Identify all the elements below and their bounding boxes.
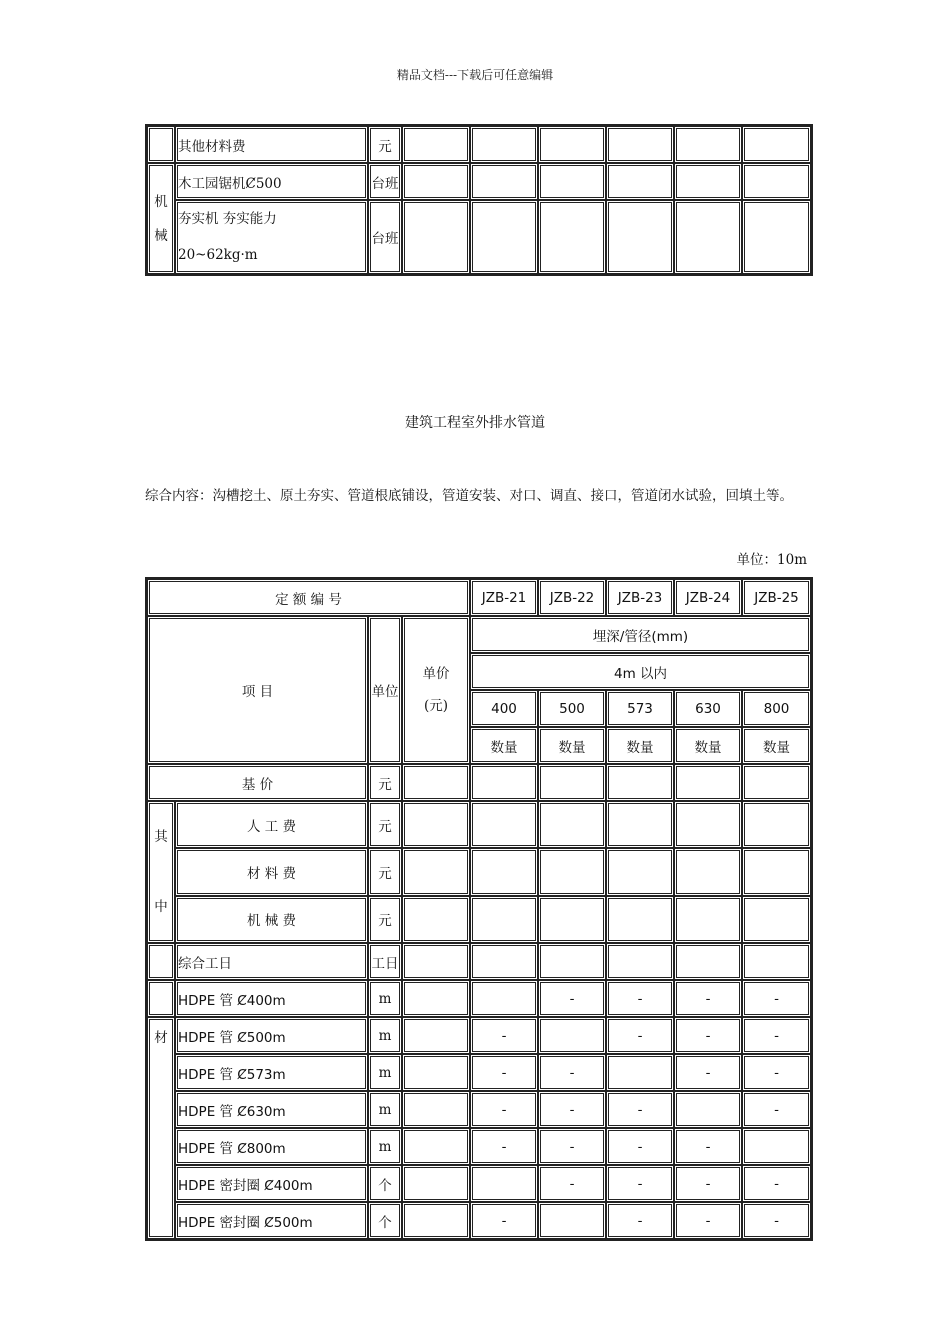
value-cell: [606, 943, 674, 980]
unit-cell: m: [368, 980, 402, 1017]
value-cell: [470, 163, 538, 200]
code-cell: JZB-21: [470, 579, 538, 616]
value-cell: [470, 801, 538, 848]
price-label: 单价: [422, 666, 450, 682]
unit-note: 单位：10m: [736, 552, 807, 568]
item-name: 木工园锯机Ȼ500: [175, 163, 368, 200]
value-cell: [538, 126, 606, 163]
table-row: [147, 163, 811, 200]
value-cell: [402, 943, 470, 980]
value-cell: [606, 764, 674, 801]
quantity-cell: -: [742, 1017, 811, 1054]
material-name: HDPE 管 Ȼ400m: [175, 980, 368, 1017]
value-cell: [402, 896, 470, 943]
group-cell-material: 材: [147, 1017, 175, 1239]
quantity-cell: -: [742, 980, 811, 1017]
price-cell: [402, 1165, 470, 1202]
group-cell-among: [147, 801, 175, 943]
price-cell: [402, 1017, 470, 1054]
table-row: [147, 200, 811, 274]
value-cell: [606, 801, 674, 848]
value-cell: [538, 163, 606, 200]
value-cell: [674, 801, 742, 848]
value-cell: [402, 200, 470, 274]
depth-value: 4m 以内: [470, 653, 811, 690]
material-name: HDPE 管 Ȼ500m: [175, 1017, 368, 1054]
quantity-cell: -: [470, 1054, 538, 1091]
price-unit-label: (元): [423, 698, 449, 714]
unit-cell: 元: [368, 848, 402, 895]
among-item: 人 工 费: [175, 801, 368, 848]
table-row: [147, 848, 811, 895]
quantity-cell: [470, 1165, 538, 1202]
code-cell: JZB-23: [606, 579, 674, 616]
value-cell: [674, 943, 742, 980]
qty-label: 数量: [674, 727, 742, 764]
quantity-cell: [674, 1091, 742, 1128]
unit-cell: 工日: [368, 943, 402, 980]
diameter-cell: 500: [538, 690, 606, 727]
quantity-cell: -: [742, 1091, 811, 1128]
quantity-cell: -: [742, 1165, 811, 1202]
item-line-1: 夯实机 夯实能力: [178, 211, 277, 227]
unit-cell: 个: [368, 1202, 402, 1239]
quantity-cell: [742, 1128, 811, 1165]
quantity-cell: [470, 980, 538, 1017]
value-cell: [470, 896, 538, 943]
section-title: 建筑工程室外排水管道: [405, 415, 545, 431]
table-row: [147, 980, 811, 1017]
table-row: [147, 1128, 811, 1165]
quantity-cell: -: [606, 980, 674, 1017]
material-name: HDPE 管 Ȼ630m: [175, 1091, 368, 1128]
value-cell: [674, 896, 742, 943]
table-row: [147, 1202, 811, 1239]
unit-cell: 个: [368, 1165, 402, 1202]
value-cell: [606, 200, 674, 274]
value-cell: [606, 896, 674, 943]
quantity-cell: -: [470, 1017, 538, 1054]
item-line-2: 20~62kg·m: [178, 247, 258, 263]
diameter-cell: 400: [470, 690, 538, 727]
quantity-cell: -: [674, 1054, 742, 1091]
price-cell: [402, 1091, 470, 1128]
value-cell: [402, 848, 470, 895]
among-label-1: 其: [154, 829, 168, 845]
price-cell: [402, 1202, 470, 1239]
qty-label: 数量: [606, 727, 674, 764]
main-table: [145, 577, 813, 1241]
value-cell: [742, 764, 811, 801]
quantity-cell: -: [538, 1091, 606, 1128]
value-cell: [538, 943, 606, 980]
quantity-cell: [538, 1017, 606, 1054]
code-cell: JZB-24: [674, 579, 742, 616]
quota-label: 定 额 编 号: [147, 579, 470, 616]
quantity-cell: -: [606, 1017, 674, 1054]
value-cell: [402, 801, 470, 848]
table-row: [147, 616, 811, 653]
quantity-cell: -: [674, 1202, 742, 1239]
table-row: [147, 943, 811, 980]
qty-label: 数量: [470, 727, 538, 764]
unit-header: 单位: [368, 616, 402, 764]
qty-label: 数量: [742, 727, 811, 764]
value-cell: [470, 943, 538, 980]
value-cell: [742, 848, 811, 895]
value-cell: [606, 163, 674, 200]
value-cell: [402, 126, 470, 163]
value-cell: [674, 200, 742, 274]
value-cell: [742, 801, 811, 848]
value-cell: [742, 126, 811, 163]
quantity-cell: [606, 1054, 674, 1091]
diameter-cell: 800: [742, 690, 811, 727]
value-cell: [470, 200, 538, 274]
quantity-cell: -: [606, 1165, 674, 1202]
base-price-label: 基 价: [147, 764, 368, 801]
among-label-2: 中: [154, 899, 168, 915]
quantity-cell: -: [470, 1091, 538, 1128]
quantity-cell: -: [674, 980, 742, 1017]
unit-cell: m: [368, 1054, 402, 1091]
quantity-cell: -: [606, 1202, 674, 1239]
group-cell: [147, 126, 175, 163]
quantity-cell: -: [538, 1165, 606, 1202]
value-cell: [606, 126, 674, 163]
group-cell-machinery: 机 械: [147, 163, 175, 274]
table-row: [147, 896, 811, 943]
value-cell: [402, 764, 470, 801]
item-header: 项 目: [147, 616, 368, 764]
unit-cell: 元: [368, 896, 402, 943]
table-row: [147, 126, 811, 163]
top-table: [145, 124, 813, 276]
quantity-cell: -: [742, 1054, 811, 1091]
table-row: [147, 1017, 811, 1054]
value-cell: [538, 200, 606, 274]
header-note: 精品文档---下载后可任意编辑: [396, 68, 554, 82]
labor-day-label: 综合工日: [175, 943, 368, 980]
unit-cell: m: [368, 1017, 402, 1054]
depth-label: 埋深/管径(mm): [470, 616, 811, 653]
quantity-cell: -: [742, 1202, 811, 1239]
unit-cell: 元: [368, 764, 402, 801]
material-name: HDPE 密封圈 Ȼ500m: [175, 1202, 368, 1239]
among-item: 材 料 费: [175, 848, 368, 895]
unit-cell: 台班: [368, 163, 402, 200]
quantity-cell: -: [538, 1054, 606, 1091]
table-row: [147, 764, 811, 801]
value-cell: [470, 848, 538, 895]
value-cell: [470, 126, 538, 163]
price-header: [402, 616, 470, 764]
diameter-cell: 573: [606, 690, 674, 727]
value-cell: [538, 848, 606, 895]
unit-cell: m: [368, 1128, 402, 1165]
unit-cell: 元: [368, 126, 402, 163]
quantity-cell: -: [538, 980, 606, 1017]
material-name: HDPE 管 Ȼ800m: [175, 1128, 368, 1165]
unit-cell: m: [368, 1091, 402, 1128]
table-row: [147, 1054, 811, 1091]
value-cell: [742, 163, 811, 200]
value-cell: [538, 764, 606, 801]
diameter-cell: 630: [674, 690, 742, 727]
price-cell: [402, 1128, 470, 1165]
value-cell: [742, 200, 811, 274]
unit-cell: 元: [368, 801, 402, 848]
price-cell: [402, 1054, 470, 1091]
item-name: [175, 200, 368, 274]
description: 综合内容：沟槽挖土、原土夯实、管道根底铺设，管道安装、对口、调直、接口，管道闭水试验，回填土等。: [145, 488, 793, 504]
value-cell: [674, 163, 742, 200]
code-cell: JZB-25: [742, 579, 811, 616]
quantity-cell: -: [674, 1017, 742, 1054]
group-cell: [147, 943, 175, 980]
quantity-cell: -: [674, 1165, 742, 1202]
value-cell: [606, 848, 674, 895]
among-item: 机 械 费: [175, 896, 368, 943]
quantity-cell: -: [674, 1128, 742, 1165]
quantity-cell: -: [606, 1091, 674, 1128]
quantity-cell: [538, 1202, 606, 1239]
quantity-cell: -: [470, 1128, 538, 1165]
quantity-cell: -: [470, 1202, 538, 1239]
value-cell: [742, 943, 811, 980]
value-cell: [402, 163, 470, 200]
material-name: HDPE 密封圈 Ȼ400m: [175, 1165, 368, 1202]
unit-cell: 台班: [368, 200, 402, 274]
qty-label: 数量: [538, 727, 606, 764]
value-cell: [470, 764, 538, 801]
value-cell: [742, 896, 811, 943]
table-row: [147, 1165, 811, 1202]
code-cell: JZB-22: [538, 579, 606, 616]
value-cell: [538, 896, 606, 943]
quantity-cell: -: [606, 1128, 674, 1165]
group-cell: [147, 980, 175, 1017]
value-cell: [674, 848, 742, 895]
quantity-cell: -: [538, 1128, 606, 1165]
table-row: [147, 579, 811, 616]
price-cell: [402, 980, 470, 1017]
table-row: [147, 801, 811, 848]
material-name: HDPE 管 Ȼ573m: [175, 1054, 368, 1091]
value-cell: [674, 126, 742, 163]
value-cell: [538, 801, 606, 848]
item-name: 其他材料费: [175, 126, 368, 163]
value-cell: [674, 764, 742, 801]
table-row: [147, 1091, 811, 1128]
